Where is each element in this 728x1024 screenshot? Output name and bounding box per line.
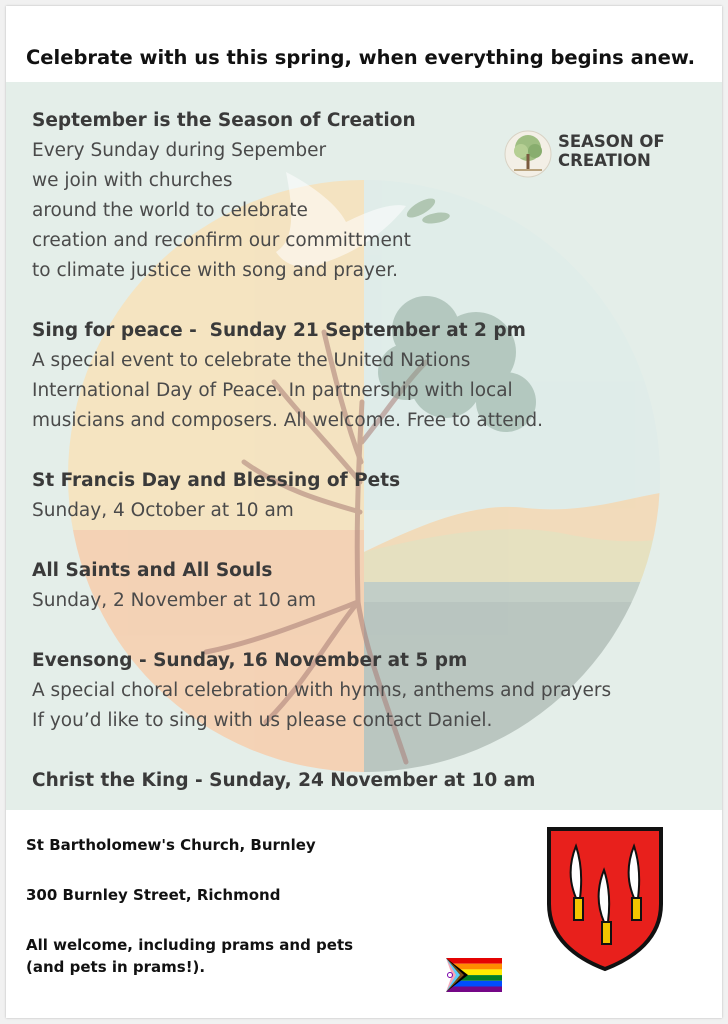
event-title: September is the Season of Creation [32,110,416,131]
event-list [32,106,672,796]
headline: Celebrate with us this spring, when everything begins anew. [26,46,696,69]
event-line: A special choral celebration with hymns, anthems and prayers [32,680,612,701]
logo-line-2: CREATION [558,151,651,170]
event-evensong [32,646,672,736]
event-line: creation and reconfirm our committment [32,230,411,251]
event-line: Sunday, 2 November at 10 am [32,590,317,611]
event-season-of-creation [32,106,672,286]
church-name: St Bartholomew's Church, Burnley [26,836,316,854]
welcome-line-2: (and pets in prams!). [26,958,206,976]
event-line: Sunday, 4 October at 10 am [32,500,294,521]
event-line: International Day of Peace. In partnership with local [32,380,513,401]
event-title: Christ the King - Sunday, 24 November at 10 am [32,770,536,791]
event-line: A special event to celebrate the United Nations [32,350,471,371]
event-title: St Francis Day and Blessing of Pets [32,470,401,491]
event-title-name: Sing for peace - [32,320,210,341]
event-line: we join with churches [32,170,233,191]
event-line: musicians and composers. All welcome. Free to attend. [32,410,543,431]
event-all-saints [32,556,672,616]
event-sing-for-peace [32,316,672,436]
welcome-line-1: All welcome, including prams and pets [26,936,354,954]
event-title [32,316,672,346]
progress-pride-flag-icon [446,958,502,992]
event-title [32,646,672,676]
event-line: to climate justice with song and prayer. [32,260,399,281]
event-title: All Saints and All Souls [32,560,273,581]
event-title-name: Evensong - [32,650,154,671]
event-title-date: Sunday 21 September at 2 pm [209,320,526,341]
logo-line-1: SEASON OF [558,132,665,151]
church-coat-of-arms-icon [546,826,664,972]
event-st-francis [32,466,672,526]
event-title-date: Sunday, 16 November at 5 pm [153,650,468,671]
church-address: 300 Burnley Street, Richmond [26,886,281,904]
event-christ-the-king [32,766,672,796]
event-line: around the world to celebrate [32,200,308,221]
event-line: Every Sunday during Sepember [32,140,327,161]
event-line: If you’d like to sing with us please contact Daniel. [32,710,493,731]
